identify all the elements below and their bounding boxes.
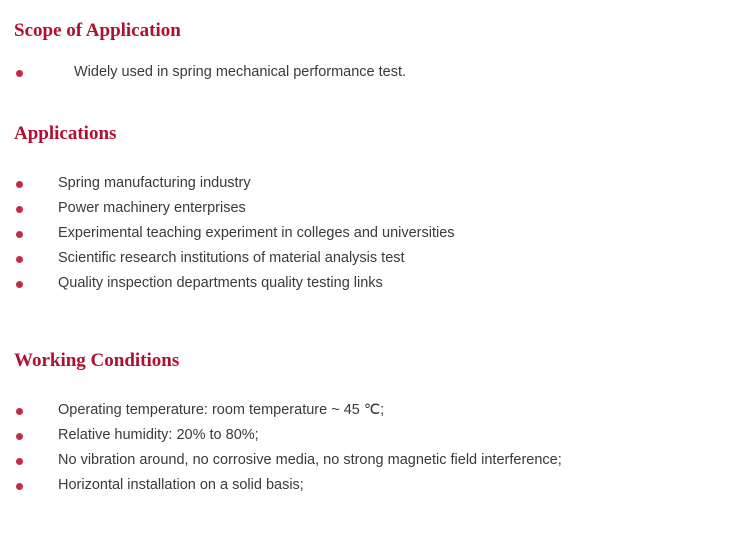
- working-conditions-bullet-list: [14, 398, 736, 498]
- list-item-label: Power machinery enterprises: [58, 200, 246, 216]
- list-item-label: Spring manufacturing industry: [58, 175, 251, 191]
- section-heading-applications: Applications: [14, 123, 117, 144]
- section-applications: [14, 121, 736, 296]
- section-heading-working-conditions: Working Conditions: [14, 350, 180, 371]
- spacer: [14, 374, 736, 398]
- list-item-label: Operating temperature: room temperature ~ 45 ℃;: [58, 402, 385, 418]
- list-item-label: No vibration around, no corrosive media, no strong magnetic field interference;: [58, 452, 562, 468]
- bullet-dot-icon: [14, 424, 58, 448]
- list-item-label: Widely used in spring mechanical performance test.: [74, 64, 407, 80]
- list-item-label: Experimental teaching experiment in colleges and universities: [58, 225, 455, 241]
- list-item: [14, 398, 736, 423]
- bullet-dot-icon: [14, 222, 58, 246]
- bullet-dot-icon: [14, 399, 58, 423]
- bullet-dot-icon: [14, 247, 58, 271]
- list-item: [14, 221, 736, 246]
- list-item: [14, 448, 736, 473]
- applications-bullet-list: [14, 171, 736, 296]
- list-item-label: Relative humidity: 20% to 80%;: [58, 427, 259, 443]
- list-item: [14, 271, 736, 296]
- section-scope-of-application: [14, 18, 736, 85]
- spacer: [14, 85, 736, 121]
- list-item-label: Quality inspection departments quality testing links: [58, 275, 383, 291]
- spacer: [14, 296, 736, 348]
- list-item: [14, 423, 736, 448]
- scope-bullet-list: [14, 60, 736, 85]
- list-item: [14, 473, 736, 498]
- bullet-dot-icon: [14, 474, 58, 498]
- spacer: [14, 44, 736, 60]
- list-item: [14, 246, 736, 271]
- list-item: [14, 196, 736, 221]
- list-item-label: Scientific research institutions of material analysis test: [58, 250, 405, 266]
- section-heading-scope-of-application: Scope of Application: [14, 20, 181, 41]
- section-working-conditions: [14, 348, 736, 498]
- bullet-dot-icon: [14, 172, 58, 196]
- bullet-dot-icon: [14, 449, 58, 473]
- bullet-dot-icon: [14, 197, 58, 221]
- spacer: [14, 147, 736, 171]
- list-item-label: Horizontal installation on a solid basis;: [58, 477, 304, 493]
- bullet-dot-icon: [14, 61, 58, 85]
- list-item: [14, 60, 736, 85]
- bullet-dot-icon: [14, 272, 58, 296]
- list-item: [14, 171, 736, 196]
